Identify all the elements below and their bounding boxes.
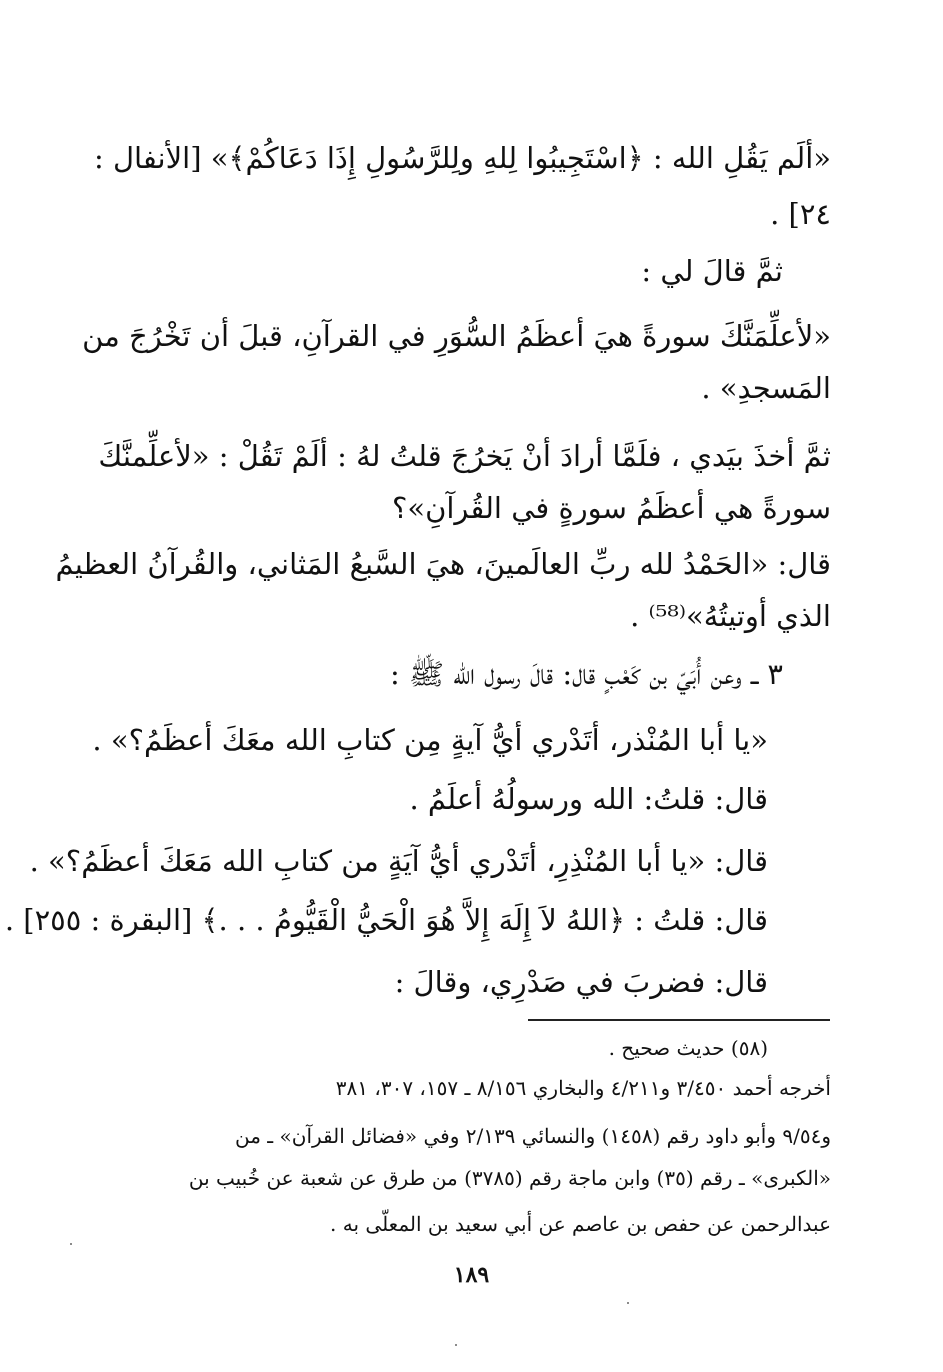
body-line: قال: «يا أبا المُنْذِرِ، أتَدْري أيُّ آيَةٍ من كتابِ الله مَعَكَ أعظَمُ؟» .	[29, 844, 768, 878]
scan-speck	[455, 1344, 457, 1346]
body-line: سورةً هي أعظَمُ سورةٍ في القُرآنِ»؟	[391, 491, 831, 525]
body-line: ٢٤] .	[770, 197, 831, 231]
body-line: قال: «الحَمْدُ لله ربِّ العالَمينَ، هيَ السَّبعُ المَثاني، والقُرآنُ العظيمُ	[55, 547, 831, 581]
body-line: قال: قلتُ : ﴿اللهُ لاَ إِلَهَ إِلاَّ هُوَ الْحَيُّ الْقَيُّومُ . . .﴾ [البقرة : ٢٥٥] .	[4, 903, 768, 937]
footnote-line: و٩/٥٤ وأبو داود رقم (١٤٥٨) والنسائي ٢/١٣٩ وفي «فضائل القرآن» ـ من	[235, 1124, 831, 1148]
body-line: «يا أبا المُنْذر، أتَدْري أيُّ آيةٍ مِن كتابِ الله معَكَ أعظَمُ؟» .	[92, 723, 768, 757]
footnote-label: (٥٨) حديث صحيح .	[608, 1036, 768, 1060]
body-line: قال: فضربَ في صَدْرِي، وقالَ :	[394, 965, 768, 999]
body-line: «ألَم يَقُلِ الله : ﴿اسْتَجِيبُوا لِلهِ ولِلرَّسُولِ إِذَا دَعَاكُمْ﴾» [الأنفال :	[93, 141, 831, 175]
body-line: ثمَّ أخذَ بيَدي ، فلَمَّا أرادَ أنْ يَخرُجَ قلتُ لهُ : ألَمْ تَقُلْ : «لأعلِّمنَّكَ	[98, 439, 831, 473]
scan-speck	[70, 1243, 72, 1245]
scan-speck	[627, 1302, 629, 1304]
footnote-line: أخرجه أحمد ٣/٤٥٠ و٤/٢١١ والبخاري ٨/١٥٦ ـ ١٥٧، ٣٠٧، ٣٨١	[335, 1076, 831, 1100]
footnote-line: «الكبرى» ـ رقم (٣٥) وابن ماجة رقم (٣٧٨٥) من طرق عن شعبة عن خُبيب بن	[188, 1166, 831, 1190]
body-line: ثمَّ قالَ لي :	[641, 254, 783, 288]
footnote-separator	[528, 1019, 830, 1021]
body-line: ٣ ــ وعن أُبَيّ بن كَعْبٍ قال: قالَ رسول الله ﷺ :	[390, 657, 783, 691]
page-number: ١٨٩	[453, 1262, 490, 1288]
body-line: المَسجدِ» .	[701, 371, 831, 405]
body-line: قال: قلتُ: الله ورسولُهُ أعلَمُ .	[409, 782, 768, 816]
body-line: «لأعلِّمَنَّكَ سورةً هيَ أعظَمُ السُّوَرِ في القرآنِ، قبلَ أن تَخْرُجَ من	[82, 319, 831, 353]
body-line: الذي أوتيتُهُ»⁽⁵⁸⁾ .	[630, 599, 831, 633]
footnote-line: عبدالرحمن عن حفص بن عاصم عن أبي سعيد بن المعلّى به .	[330, 1212, 831, 1236]
